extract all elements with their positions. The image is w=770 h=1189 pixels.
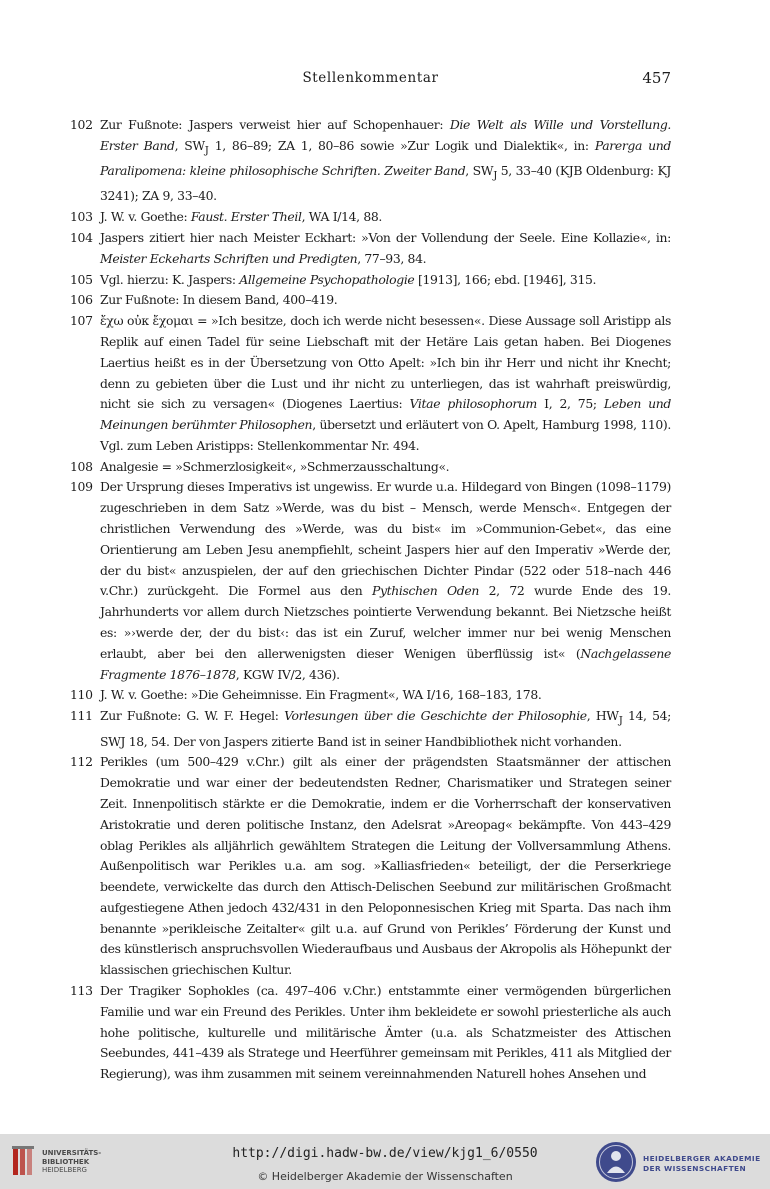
commentary-note: [70, 228, 671, 270]
note-number: 104: [70, 229, 93, 245]
note-text: Zur Fußnote: In diesem Band, 400–419.: [100, 292, 338, 308]
academy-seal-icon: [594, 1140, 638, 1184]
note-number: 107: [70, 313, 93, 329]
note-text: ἔχω οὐκ ἔχομαι = »Ich besitze, doch ich werde nicht besessen«. Diese Aussage soll Aristipp als Replik auf einen Tadel für seine Liebschaft mit der Hetäre Lais getan haben. Bei Diogenes Laertius heißt es in der Übersetzung von Otto Apelt: »Ich bin ihr Herr und nicht ihr Knecht; denn zu gebieten über die Lust und ihr nicht zu unterliegen, das ist wahrhaft preiswürdig, nicht sie sich zu versagen« (Diogenes Laertius: Vitae philosophorum I, 2, 75; Leben und Meinungen berühmter Philosophen, übersetzt und erläutert von O. Apelt, Hamburg 1998, 110). Vgl. zum Leben Aristipps: Stellenkommentar Nr. 494.: [100, 313, 672, 453]
note-number: 111: [70, 708, 93, 724]
page-header: [70, 70, 671, 94]
note-text: J. W. v. Goethe: »Die Geheimnisse. Ein Fragment«, WA I/16, 168–183, 178.: [100, 687, 542, 703]
permalink-url[interactable]: http://digi.hadw-bw.de/view/kjg1_6/0550: [232, 1146, 538, 1161]
note-text: Der Tragiker Sophokles (ca. 497–406 v.Chr.) entstammte einer vermögenden bürgerlichen Familie und war ein Freund des Perikles. Unter ihm bekleidete er sowohl priesterliche als auch hohe politische, kulturelle und militärische Ämter (u.a. als Schatzmeister des Attischen Seebundes, 441–439 als Stratege und Heerführer gemeinsam mit Perikles, 411 als Mitglied der Regierung), was ihm zusammen mit seinem vereinnahmenden Naturell hohes Ansehen und: [100, 983, 671, 1082]
note-number: 105: [70, 271, 93, 287]
commentary-note: [70, 290, 671, 311]
note-number: 106: [70, 292, 93, 308]
commentary-note: [70, 457, 671, 478]
academy-logo[interactable]: [594, 1140, 764, 1184]
commentary-note: [70, 311, 671, 457]
note-text: Vgl. hierzu: K. Jaspers: Allgemeine Psychopathologie [1913], 166; ebd. [1946], 315.: [100, 271, 597, 287]
hadw-line-1: HEIDELBERGER AKADEMIE: [643, 1154, 761, 1163]
note-number: 110: [70, 687, 93, 703]
copyright-notice: © Heidelberger Akademie der Wissenschaften: [257, 1170, 513, 1183]
note-text: Perikles (um 500–429 v.Chr.) gilt als einer der prägendsten Staatsmänner der attischen Demokratie und war einer der bedeutendsten Redner, Charismatiker und Strategen seiner Zeit. Innenpolitisch stärkte er die Demokratie, indem er die Vorherrschaft der konservativen Aristokratie und deren politische Instanz, den Adelsrat »Areopag« bekämpfte. Von 443–429 oblag Perikles als alljährlich gewähltem Strategen die Leitung der Vollversammlung Athens. Außenpolitisch war Perikles u.a. am sog. »Kalliasfrieden« beteiligt, der die Perserkriege beendete, verwickelte das durch den Attisch-Delischen Seebund zur militärischen Großmacht aufgestiegene Athen jedoch 432/431 in den Peloponnesischen Krieg mit Sparta. Das nach ihm benannte »perikleische Zeitalter« gilt u.a. auf Grund von Perikles’ Förderung der Kunst und des künstlerisch anspruchsvollen Wiederaufbaus und Ausbaus der Akropolis als Höhepunkt der klassischen griechischen Kultur.: [100, 754, 671, 978]
note-number: 112: [70, 754, 93, 770]
note-number: 113: [70, 983, 93, 999]
commentary-note: [70, 270, 671, 291]
note-text: Zur Fußnote: G. W. F. Hegel: Vorlesungen über die Geschichte der Philosophie, $HW_J$ 14, 54; SWJ 18, 54. Der von Jaspers zitierte Band ist in seiner Handbibliothek nicht vorhanden.: [100, 708, 671, 749]
footer-bar: [0, 1134, 770, 1189]
commentary-note: [70, 706, 671, 752]
running-title: Stellenkommentar: [302, 70, 439, 86]
note-text: Der Ursprung dieses Imperativs ist ungewiss. Er wurde u.a. Hildegard von Bingen (1098–1179) zugeschrieben in dem Satz »Werde, was du bist – Mensch, werde Mensch«. Entgegen der christlichen Verwendung des »Werde, was du bist« im »Communion-Gebet«, das eine Orientierung am Leben Jesu anempfiehlt, scheint Jaspers hier auf den Imperativ »Werde der, der du bist« anzuspielen, der auf den griechischen Dichter Pindar (522 oder 518–nach 446 v.Chr.) zurückgeht. Die Formel aus den Pythischen Oden 2, 72 wurde Ende des 19. Jahrhunderts vor allem durch Nietzsches pointierte Verwendung bekannt. Bei Nietzsche heißt es: »›werde der, der du bist‹: das ist ein Zuruf, welcher immer nur bei wenig Menschen erlaubt, aber bei den allerwenigsten dieser Wenigen überflüssig ist« (Nachgelassene Fragmente 1876–1878, KGW IV/2, 436).: [100, 479, 671, 682]
hadw-line-2: DER WISSENSCHAFTEN: [643, 1164, 747, 1173]
commentary-note: [70, 115, 671, 207]
ub-line-3: HEIDELBERG: [42, 1166, 87, 1174]
commentary-note: [70, 685, 671, 706]
note-text: Analgesie = »Schmerzlosigkeit«, »Schmerzausschaltung«.: [100, 458, 450, 474]
note-number: 109: [70, 479, 93, 495]
commentary-note: [70, 477, 671, 685]
note-text: Jaspers zitiert hier nach Meister Eckhart: »Von der Vollendung der Seele. Eine Kollazie«, in: Meister Eckeharts Schriften und Predigten, 77–93, 84.: [100, 229, 671, 266]
note-text: J. W. v. Goethe: Faust. Erster Theil, WA I/14, 88.: [100, 209, 382, 225]
commentary-note: [70, 981, 671, 1085]
commentary-notes: [70, 115, 671, 1085]
commentary-note: [70, 752, 671, 981]
note-text: Zur Fußnote: Jaspers verweist hier auf Schopenhauer: Die Welt als Wille und Vorstellung. Erster Band, $SW_J$ 1, 86–89; ZA 1, 80–86 sowie »Zur Logik und Dialektik«, in: Parerga und Paralipomena: kleine philosophische Schriften. Zweiter Band, $SW_J$ 5, 33–40 (KJB Oldenburg: KJ 3241); ZA 9, 33–40.: [100, 117, 672, 204]
note-number: 102: [70, 117, 93, 132]
note-number: 103: [70, 209, 93, 225]
ub-line-1: UNIVERSITÄTS-: [42, 1149, 102, 1157]
academy-logo-text: [643, 1154, 761, 1174]
ub-line-2: BIBLIOTHEK: [42, 1157, 90, 1166]
page-number: 457: [642, 69, 671, 87]
commentary-note: [70, 207, 671, 228]
note-number: 108: [70, 458, 93, 474]
